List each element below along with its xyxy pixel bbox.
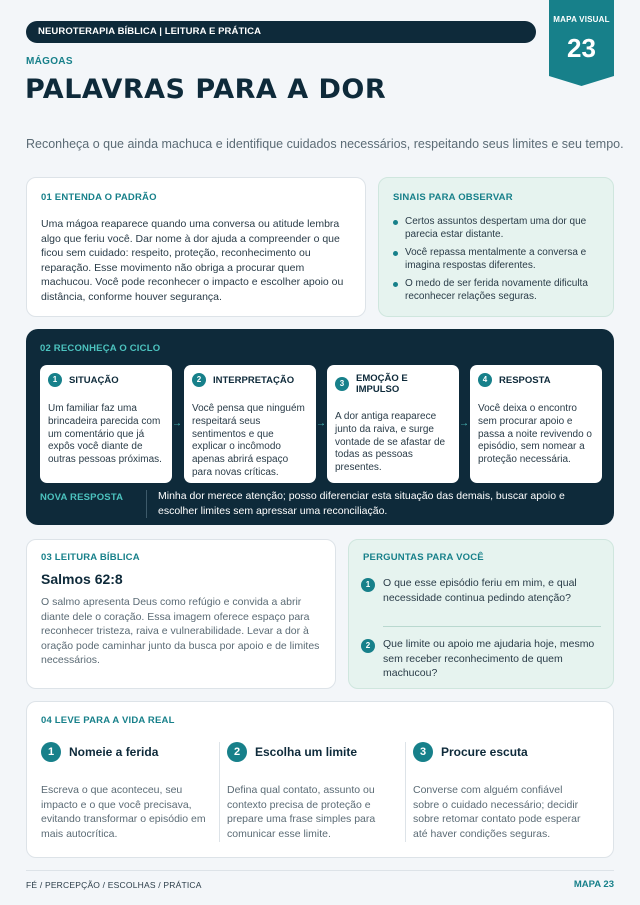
divider: [146, 490, 147, 518]
step-text: A dor antiga reaparece junto da raiva, e surge vontade de se afastar de todas as pessoas presentes.: [335, 411, 446, 474]
cycle-step-emotion: [327, 365, 459, 483]
sign-text: O medo de ser ferida novamente dificulta reconhecer relações seguras.: [405, 277, 588, 303]
section-bible-reading: [26, 539, 336, 689]
divider: [405, 742, 406, 842]
map-badge: [549, 0, 614, 86]
verse-reference: Salmos 62:8: [41, 571, 123, 587]
question-number: 1: [361, 578, 375, 592]
bullet-icon: [393, 282, 398, 287]
arrow-right-icon: →: [316, 418, 326, 429]
action-label: Escolha um limite: [255, 745, 358, 759]
cycle-step-interpretation: [184, 365, 316, 483]
questions-title: PERGUNTAS PARA VOCÊ: [363, 552, 484, 563]
action-column: [413, 742, 589, 841]
divider: [219, 742, 220, 842]
action-label: Procure escuta: [441, 745, 528, 759]
cycle-title: 02 RECONHEÇA O CICLO: [40, 343, 161, 354]
signs-title: SINAIS PARA OBSERVAR: [393, 192, 513, 203]
step-text: Você pensa que ninguém respeitará seus sentimentos e que explicar o incômodo apenas abrirá espaço para novas críticas.: [192, 403, 305, 478]
cycle-step-situation: [40, 365, 172, 483]
step-label: RESPOSTA: [499, 374, 551, 386]
page-subtitle: Reconheça o que ainda machuca e identifique cuidados necessários, respeitando seus limites e seu tempo.: [26, 137, 624, 151]
action-number: 1: [41, 742, 61, 762]
question-item: [361, 576, 603, 605]
signs-panel: [378, 177, 614, 317]
question-number: 2: [361, 639, 375, 653]
section-title: 04 LEVE PARA A VIDA REAL: [41, 715, 175, 726]
new-response-label: NOVA RESPOSTA: [40, 492, 124, 503]
new-response-text: Minha dor merece atenção; posso diferenciar esta situação das demais, buscar apoio e escolher limites sem apressar uma reconciliação.: [158, 490, 565, 517]
bullet-icon: [393, 251, 398, 256]
sign-item: [393, 246, 599, 273]
step-number: 2: [192, 373, 206, 387]
question-text: O que esse episódio feriu em mim, e qual necessidade continua pedindo atenção?: [383, 577, 577, 604]
action-text: Defina qual contato, assunto ou contexto precisa de proteção e prepare uma frase simples para comunicar esse limite.: [227, 784, 376, 840]
badge-number: 23: [567, 33, 596, 63]
section-text: Uma mágoa reaparece quando uma conversa ou atitude lembra algo que feriu você. Dar nome à dor ajuda a compreender o que ficou sem cuidado: respeito, proteção, reconhecimento ou reparação. Esse movimento não obriga a procurar quem machucou. Você pode reconhecer o impacto e escolher apoio ou distância, conforme houver segurança.: [41, 218, 344, 303]
action-label: Nomeie a ferida: [69, 745, 159, 759]
kicker: MÁGOAS: [26, 56, 73, 67]
section-text: O salmo apresenta Deus como refúgio e convida a abrir diante dele o coração. Essa imagem oferece espaço para reconhecer tristeza, raiva e vulnerabilidade. Levar a dor à oração pode caminhar junto da busca por apoio e de limites necessários.: [41, 596, 320, 667]
step-text: Você deixa o encontro sem procurar apoio e passa a noite revivendo o episódio, sem nomear a proteção necessária.: [478, 403, 592, 466]
arrow-right-icon: →: [172, 418, 182, 429]
questions-panel: [348, 539, 614, 689]
step-number: 3: [335, 377, 349, 391]
arrow-right-icon: →: [459, 418, 469, 429]
section-real-life: [26, 701, 614, 858]
footer-tags: FÉ / PERCEPÇÃO / ESCOLHAS / PRÁTICA: [26, 880, 202, 890]
badge-label: MAPA VISUAL: [553, 15, 610, 24]
signs-list: [393, 215, 599, 303]
step-number: 4: [478, 373, 492, 387]
bullet-icon: [393, 220, 398, 225]
section-title: 01 ENTENDA O PADRÃO: [41, 192, 157, 203]
step-label: SITUAÇÃO: [69, 374, 119, 386]
page-title: PALAVRAS PARA A DOR: [25, 74, 387, 105]
sign-text: Você repassa mentalmente a conversa e imagina respostas diferentes.: [405, 246, 587, 272]
step-label: EMOÇÃO E IMPULSO: [356, 373, 408, 395]
step-number: 1: [48, 373, 62, 387]
action-text: Escreva o que aconteceu, seu impacto e o que você precisava, evitando transformar o episódio em mais autocrítica.: [41, 784, 206, 840]
cycle-section: [26, 329, 614, 525]
footer-map-number: MAPA 23: [573, 879, 614, 890]
sign-item: [393, 215, 599, 242]
cycle-step-response: [470, 365, 602, 483]
step-text: Um familiar faz uma brincadeira parecida com um comentário que já expôs você diante de outras pessoas próximas.: [48, 403, 162, 466]
question-item: [361, 637, 603, 681]
action-column: [41, 742, 217, 841]
sign-text: Certos assuntos despertam uma dor que parecia estar distante.: [405, 216, 587, 241]
action-column: [227, 742, 403, 841]
question-text: Que limite ou apoio me ajudaria hoje, mesmo sem receber reconhecimento de quem machucou?: [383, 638, 595, 680]
divider: [383, 626, 601, 627]
section-understand-pattern: [26, 177, 366, 317]
header-banner: NEUROTERAPIA BÍBLICA | LEITURA E PRÁTICA: [26, 21, 536, 43]
section-title: 03 LEITURA BÍBLICA: [41, 552, 140, 563]
action-text: Converse com alguém confiável sobre o cuidado necessário; decidir sobre retomar contato pode esperar até haver condições seguras.: [413, 784, 581, 840]
step-label: INTERPRETAÇÃO: [213, 374, 295, 386]
action-number: 2: [227, 742, 247, 762]
action-number: 3: [413, 742, 433, 762]
sign-item: [393, 277, 599, 304]
footer-divider: [26, 870, 614, 871]
